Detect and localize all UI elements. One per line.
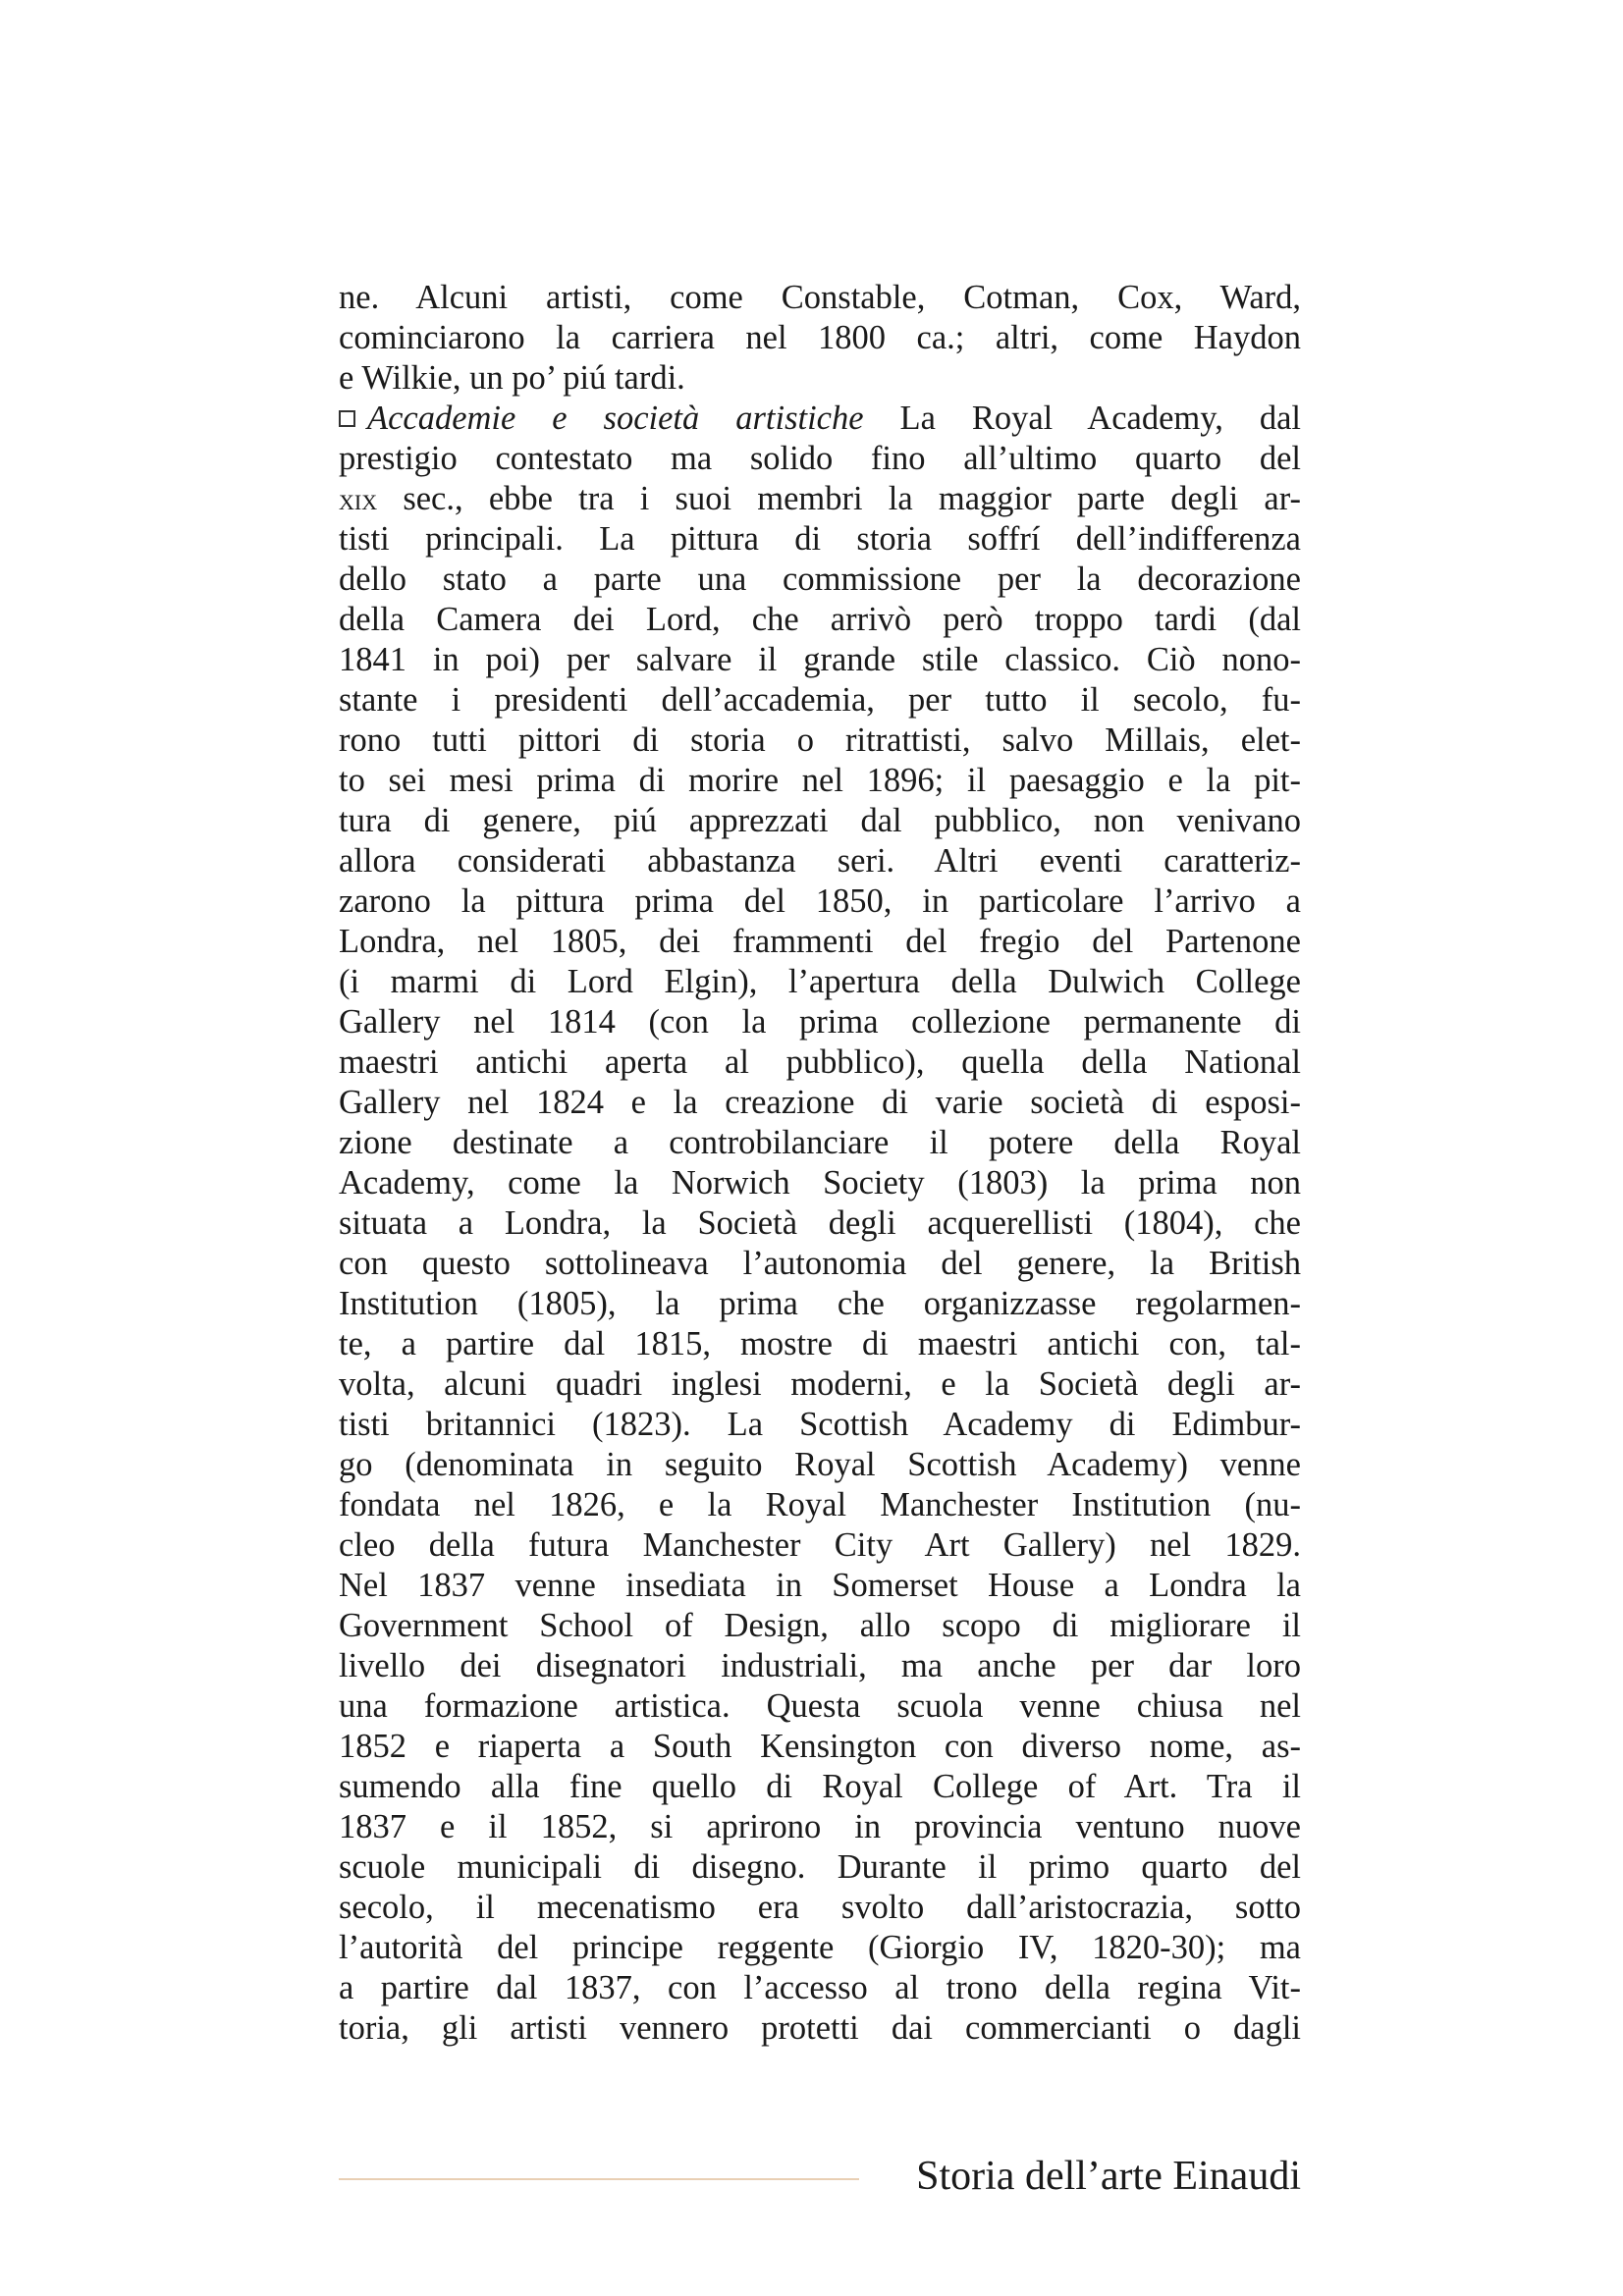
text-line: (i marmi di Lord Elgin), l’apertura della Dulwich College xyxy=(339,963,1301,1000)
text-line: situata a Londra, la Società degli acquerellisti (1804), che xyxy=(339,1204,1301,1242)
text-line: stante i presidenti dell’accademia, per tutto il secolo, fu- xyxy=(339,681,1301,719)
text-line: scuole municipali di disegno. Durante il primo quarto del xyxy=(339,1848,1301,1886)
section-heading: Accademie e società artistiche xyxy=(367,400,864,437)
text-line: fondata nel 1826, e la Royal Manchester Institution (nu- xyxy=(339,1486,1301,1523)
text-line: della Camera dei Lord, che arrivò però troppo tardi (dal xyxy=(339,601,1301,638)
text-line: rono tutti pittori di storia o ritrattisti, salvo Millais, elet- xyxy=(339,721,1301,759)
text-line: volta, alcuni quadri inglesi moderni, e la Società degli ar- xyxy=(339,1365,1301,1403)
text-line: tisti britannici (1823). La Scottish Academy di Edimbur- xyxy=(339,1406,1301,1443)
text-line: cominciarono la carriera nel 1800 ca.; altri, come Haydon xyxy=(339,319,1301,356)
text-line: maestri antichi aperta al pubblico), quella della National xyxy=(339,1043,1301,1081)
text-line: prestigio contestato ma solido fino all’ultimo quarto del xyxy=(339,440,1301,477)
footer-title: Storia dell’arte Einaudi xyxy=(916,2154,1301,2199)
section-heading-line xyxy=(339,399,1301,439)
text-line: tura di genere, piú apprezzati dal pubblico, non venivano xyxy=(339,802,1301,839)
text-line: tisti principali. La pittura di storia soffrí dell’indifferenza xyxy=(339,520,1301,558)
text-line: e Wilkie, un po’ piú tardi. xyxy=(339,359,685,397)
text-line: 1837 e il 1852, si aprirono in provincia ventuno nuove xyxy=(339,1808,1301,1845)
text-line: 1841 in poi) per salvare il grande stile classico. Ciò nono- xyxy=(339,641,1301,678)
text-line: sumendo alla fine quello di Royal College of Art. Tra il xyxy=(339,1768,1301,1805)
text-line: zione destinate a controbilanciare il potere della Royal xyxy=(339,1124,1301,1161)
text-line: secolo, il mecenatismo era svolto dall’aristocrazia, sotto xyxy=(339,1889,1301,1926)
text-line: toria, gli artisti vennero protetti dai commercianti o dagli xyxy=(339,2009,1301,2047)
century-numeral: xix xyxy=(339,482,378,516)
text-line: Londra, nel 1805, dei frammenti del fregio del Partenone xyxy=(339,923,1301,960)
text-line: Nel 1837 venne insediata in Somerset House a Londra la xyxy=(339,1567,1301,1604)
text-line: zarono la pittura prima del 1850, in particolare l’arrivo a xyxy=(339,882,1301,920)
square-bullet-icon xyxy=(339,410,355,427)
body-text xyxy=(339,278,1301,2049)
text-line: con questo sottolineava l’autonomia del genere, la British xyxy=(339,1245,1301,1282)
section-heading-rest: La Royal Academy, dal xyxy=(863,400,1301,437)
text-line: Gallery nel 1824 e la creazione di varie società di esposi- xyxy=(339,1084,1301,1121)
text-line: cleo della futura Manchester City Art Gallery) nel 1829. xyxy=(339,1526,1301,1564)
text-line: a partire dal 1837, con l’accesso al trono della regina Vit- xyxy=(339,1969,1301,2006)
text-line: livello dei disegnatori industriali, ma anche per dar loro xyxy=(339,1647,1301,1684)
text-line: Institution (1805), la prima che organizzasse regolarmen- xyxy=(339,1285,1301,1322)
text-line: l’autorità del principe reggente (Giorgio IV, 1820-30); ma xyxy=(339,1929,1301,1966)
century-rest: sec., ebbe tra i suoi membri la maggior parte degli ar- xyxy=(377,480,1301,517)
text-line: Government School of Design, allo scopo di migliorare il xyxy=(339,1607,1301,1644)
text-line: una formazione artistica. Questa scuola venne chiusa nel xyxy=(339,1687,1301,1725)
text-line: te, a partire dal 1815, mostre di maestri antichi con, tal- xyxy=(339,1325,1301,1362)
text-line: Academy, come la Norwich Society (1803) la prima non xyxy=(339,1164,1301,1201)
text-line: dello stato a parte una commissione per la decorazione xyxy=(339,561,1301,598)
text-line: to sei mesi prima di morire nel 1896; il paesaggio e la pit- xyxy=(339,762,1301,799)
text-line: go (denominata in seguito Royal Scottish Academy) venne xyxy=(339,1446,1301,1483)
text-line xyxy=(339,479,1301,519)
text-line: Gallery nel 1814 (con la prima collezione permanente di xyxy=(339,1003,1301,1041)
text-line: ne. Alcuni artisti, come Constable, Cotman, Cox, Ward, xyxy=(339,279,1301,316)
footer-divider xyxy=(339,2178,859,2180)
text-line: allora considerati abbastanza seri. Altri eventi caratteriz- xyxy=(339,842,1301,880)
text-line: 1852 e riaperta a South Kensington con diverso nome, as- xyxy=(339,1728,1301,1765)
